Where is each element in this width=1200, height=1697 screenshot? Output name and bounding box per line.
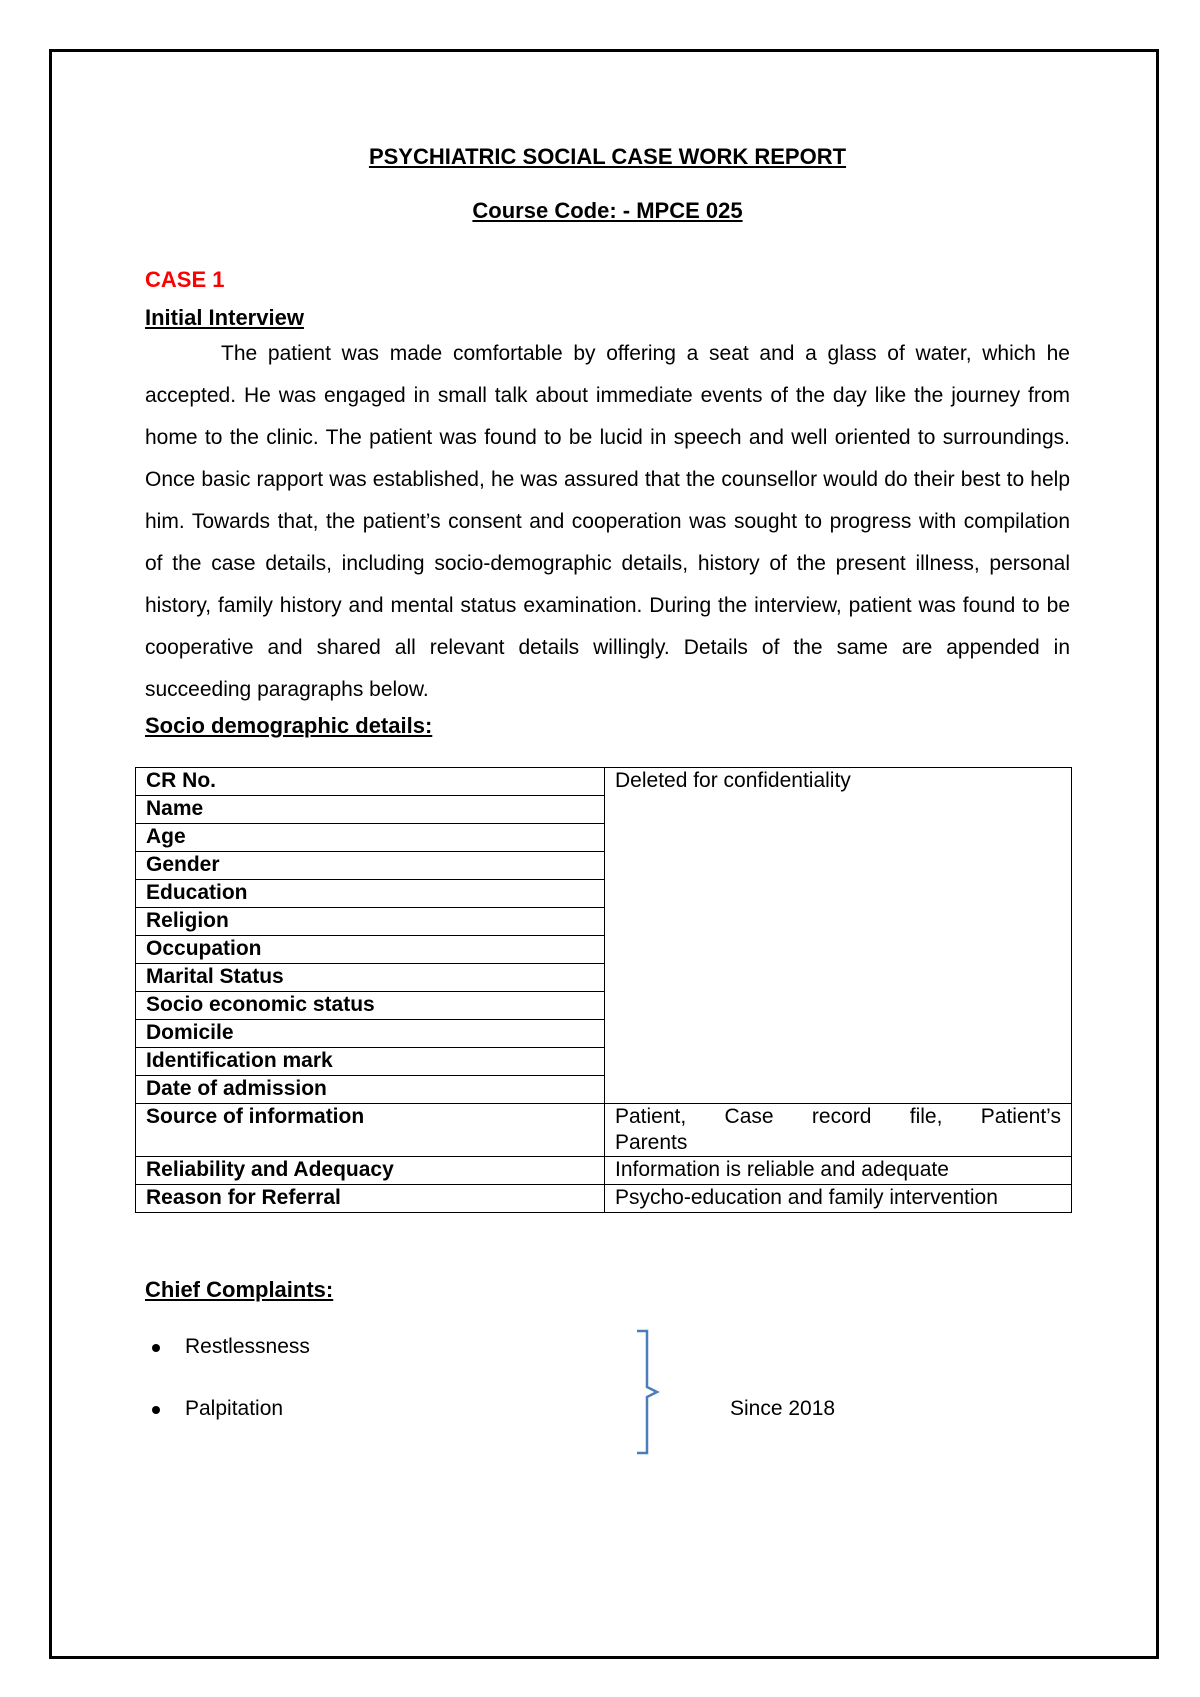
row-label: Socio economic status <box>136 992 605 1020</box>
row-label: Source of information <box>136 1104 605 1157</box>
row-label: Occupation <box>136 936 605 964</box>
source-word: Patient, <box>615 1105 687 1128</box>
row-label: Reason for Referral <box>136 1185 605 1213</box>
chief-complaints-heading: Chief Complaints: <box>145 1277 334 1302</box>
complaint-text: Restlessness <box>185 1335 310 1358</box>
source-value <box>605 1104 1072 1157</box>
list-item <box>185 1397 283 1421</box>
source-word: file, <box>909 1105 943 1128</box>
document-title: PSYCHIATRIC SOCIAL CASE WORK REPORT <box>368 144 847 169</box>
row-label: Gender <box>136 852 605 880</box>
table-row <box>136 1185 1072 1213</box>
reliability-value: Information is reliable and adequate <box>605 1157 1072 1185</box>
row-label: Age <box>136 824 605 852</box>
row-label: Reliability and Adequacy <box>136 1157 605 1185</box>
socio-demographic-heading: Socio demographic details: <box>145 713 433 738</box>
row-label: Name <box>136 796 605 824</box>
case-label: CASE 1 <box>145 267 225 292</box>
table-row <box>136 1157 1072 1185</box>
source-word: record <box>811 1105 872 1128</box>
row-label: Marital Status <box>136 964 605 992</box>
row-label: CR No. <box>136 768 605 796</box>
source-value-line1 <box>615 1104 1061 1130</box>
list-item <box>185 1335 310 1359</box>
course-code: Course Code: - MPCE 025 <box>472 198 743 223</box>
document-content <box>145 140 1070 1475</box>
table-row <box>136 768 1072 796</box>
initial-interview-paragraph: The patient was made comfortable by offering a seat and a glass of water, which he accepted. He was engaged in small talk about immediate events of the day like the journey from home to the clinic. The patient was found to be lucid in speech and well oriented to surroundings. Once basic rapport was established, he was assured that the counsellor would do their best to help him. Towards that, the patient’s consent and cooperation was sought to progress with compilation of the case details, including socio-demographic details, history of the present illness, personal history, family history and mental status examination. During the interview, patient was found to be cooperative and shared all relevant details willingly. Details of the same are appended in succeeding paragraphs below. <box>145 342 1070 701</box>
row-label: Religion <box>136 908 605 936</box>
initial-interview-heading: Initial Interview <box>145 305 304 330</box>
source-word: Patient’s <box>980 1105 1061 1128</box>
confidential-value: Deleted for confidentiality <box>605 768 1072 1104</box>
socio-demographic-table <box>135 767 1072 1213</box>
bullet-icon <box>152 1344 160 1352</box>
row-label: Domicile <box>136 1020 605 1048</box>
source-word: Case <box>724 1105 774 1128</box>
complaint-duration: Since 2018 <box>730 1397 836 1420</box>
complaint-text: Palpitation <box>185 1397 284 1420</box>
bullet-icon <box>152 1406 160 1414</box>
row-label: Education <box>136 880 605 908</box>
row-label: Identification mark <box>136 1048 605 1076</box>
referral-value: Psycho-education and family intervention <box>605 1185 1072 1213</box>
table-row <box>136 1104 1072 1157</box>
source-value-line2: Parents <box>615 1131 688 1154</box>
row-label: Date of admission <box>136 1076 605 1104</box>
complaints-list <box>145 1335 1070 1475</box>
right-brace-icon <box>635 1327 665 1457</box>
